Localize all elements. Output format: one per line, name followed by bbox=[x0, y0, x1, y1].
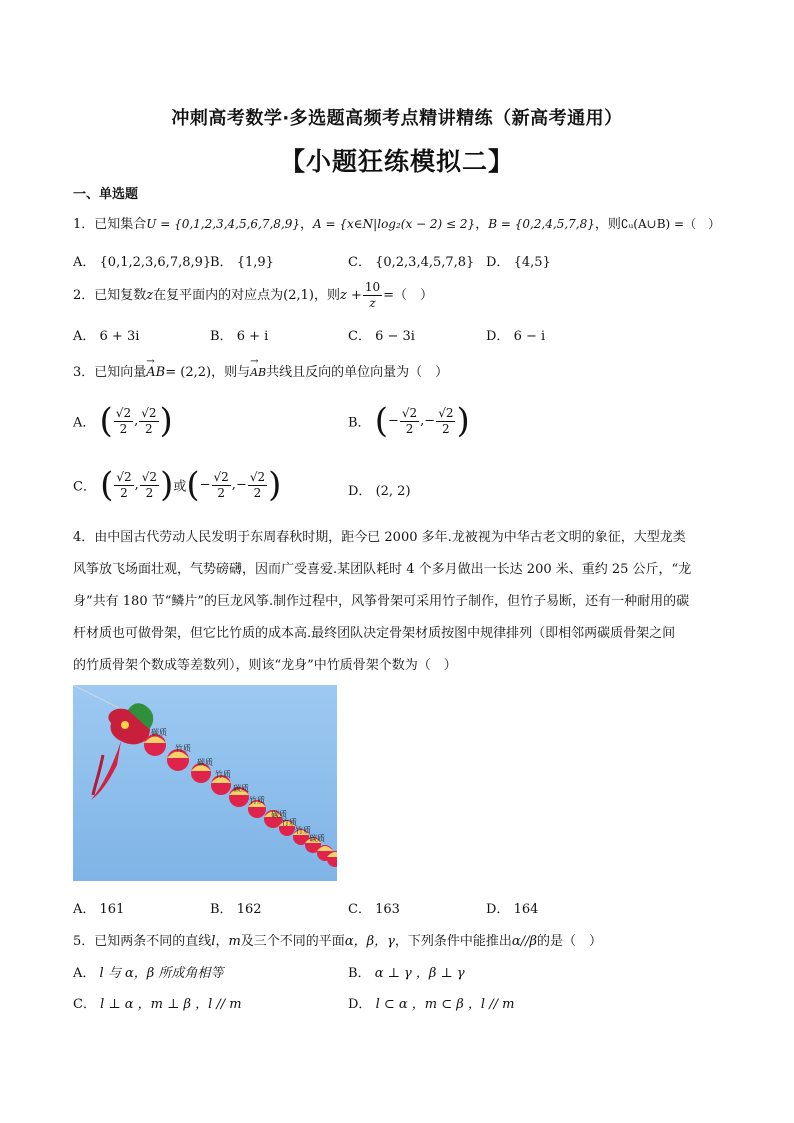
kite-label: 竹质 bbox=[215, 770, 231, 779]
q2-expr: z + bbox=[340, 288, 362, 303]
q2-fraction bbox=[363, 280, 382, 311]
option-letter: D． bbox=[486, 329, 510, 344]
kite-label: 竹质 bbox=[295, 826, 311, 835]
fraction bbox=[248, 470, 267, 501]
q4-option-c[interactable] bbox=[348, 898, 400, 917]
q5-option-c[interactable] bbox=[73, 993, 242, 1012]
kite-label: 碳质 bbox=[233, 784, 249, 793]
fraction bbox=[436, 406, 455, 437]
q3-vector-2 bbox=[250, 356, 267, 380]
fraction bbox=[140, 470, 159, 501]
right-paren: ) bbox=[160, 465, 174, 505]
left-paren: ( bbox=[100, 465, 114, 505]
frac-den: 2 bbox=[120, 485, 128, 500]
question-5-stem bbox=[73, 930, 602, 949]
q1-set-b: B = {0,2,4,5,7,8} bbox=[488, 217, 595, 231]
frac-num: √2 bbox=[213, 469, 229, 484]
q4-line-1: 4．由中国古代劳动人民发明于东周春秋时期，距今已 2000 多年.龙被视为中华古老文明的象征，大型龙类 bbox=[73, 530, 686, 545]
kite-label: 碳质 bbox=[309, 834, 325, 843]
question-2-stem bbox=[73, 280, 433, 311]
q1-sep1: ， bbox=[300, 217, 314, 232]
option-letter: D． bbox=[486, 255, 510, 270]
kite-label: 竹质 bbox=[281, 818, 297, 827]
q2-option-c[interactable] bbox=[348, 325, 415, 344]
option-letter: C． bbox=[73, 479, 96, 495]
frac-num: √2 bbox=[141, 405, 157, 420]
fraction bbox=[114, 406, 133, 437]
dragon-kite-photo bbox=[73, 685, 337, 881]
q5-option-b[interactable] bbox=[348, 962, 465, 981]
frac-num: √2 bbox=[438, 405, 454, 420]
question-3-stem bbox=[73, 356, 449, 380]
option-text: {4,5} bbox=[513, 255, 551, 270]
q1-expr: ∁ᵤ(A∪B) =（ ） bbox=[620, 217, 721, 231]
q2-point: (2,1) bbox=[283, 288, 314, 303]
option-text: l 与 α，β 所成角相等 bbox=[99, 966, 224, 981]
option-text: 163 bbox=[375, 902, 400, 917]
kite-label: 竹质 bbox=[249, 796, 265, 805]
q5-planes: α，β，γ bbox=[344, 934, 395, 949]
vector-arrow-icon: → bbox=[146, 356, 155, 367]
option-letter: A． bbox=[73, 902, 96, 917]
frac-num: √2 bbox=[141, 469, 158, 484]
q1-option-d[interactable] bbox=[486, 251, 551, 270]
q2-stem-c: ，则 bbox=[313, 288, 340, 303]
q2-stem-b: 在复平面内的对应点为 bbox=[153, 288, 284, 303]
q3-option-a[interactable] bbox=[73, 401, 173, 441]
option-letter: A． bbox=[73, 415, 96, 431]
option-text: α ⊥ γ ，β ⊥ γ bbox=[374, 966, 465, 981]
option-text: 6 + 3i bbox=[99, 329, 140, 344]
q2-stem-d: =（ ） bbox=[383, 288, 434, 303]
left-paren: ( bbox=[186, 465, 200, 505]
q1-stem-b: ，则 bbox=[594, 217, 621, 232]
q3-option-d[interactable] bbox=[348, 480, 411, 499]
frac-den: 2 bbox=[145, 421, 153, 436]
option-letter: A． bbox=[73, 329, 96, 344]
q4-option-d[interactable] bbox=[486, 898, 538, 917]
q1-stem-a: 1．已知集合 bbox=[73, 217, 147, 232]
option-letter: D． bbox=[348, 997, 372, 1012]
q2-stem-a: 2．已知复数 bbox=[73, 288, 147, 303]
dragon-kite-illustration bbox=[73, 685, 337, 881]
kite-label: 碳质 bbox=[151, 728, 167, 737]
right-paren: ) bbox=[268, 465, 282, 505]
q3-option-b[interactable] bbox=[348, 401, 470, 441]
vector-arrow-icon: → bbox=[250, 356, 259, 367]
frac-den: 2 bbox=[217, 485, 225, 500]
option-letter: B． bbox=[348, 415, 371, 431]
q5-stem-b: 及三个不同的平面 bbox=[240, 934, 345, 949]
q2-var-z: z bbox=[146, 288, 154, 303]
kite-label: 碳质 bbox=[271, 810, 287, 819]
q2-frac-num: 10 bbox=[364, 280, 381, 294]
comma: , bbox=[134, 413, 139, 429]
frac-den: 2 bbox=[119, 421, 128, 436]
option-letter: D． bbox=[486, 902, 510, 917]
q5-stem-c: ，下列条件中能推出 bbox=[394, 934, 512, 949]
option-letter: B． bbox=[210, 902, 233, 917]
q1-set-u: U = {0,1,2,3,4,5,6,7,8,9} bbox=[146, 217, 301, 231]
q5-option-a[interactable] bbox=[73, 962, 223, 981]
frac-den: 2 bbox=[145, 485, 154, 500]
fraction bbox=[139, 406, 158, 437]
option-letter: D． bbox=[348, 484, 372, 499]
document-subtitle: 【小题狂练模拟二】 bbox=[279, 147, 514, 176]
fraction bbox=[400, 406, 419, 437]
q3-stem-b: ，则与 bbox=[211, 365, 251, 380]
q1-option-a[interactable] bbox=[73, 251, 211, 270]
q1-option-b[interactable] bbox=[210, 251, 274, 270]
q4-line-2: 风筝放飞场面壮观，气势磅礴，因而广受喜爱.某团队耗时 4 个多月做出一长达 200 米、重约 25 公斤，“龙 bbox=[73, 562, 692, 577]
q4-line-4: 杆材质也可做骨架，但它比竹质的成本高.最终团队决定骨架材质按图中规律排列（即相邻两碳质骨架之间 bbox=[73, 626, 676, 641]
q1-option-c[interactable] bbox=[348, 251, 474, 270]
option-letter: A． bbox=[73, 966, 96, 981]
option-text: {0,1,2,3,6,7,8,9} bbox=[99, 255, 212, 270]
frac-den: 2 bbox=[253, 485, 262, 500]
option-letter: B． bbox=[210, 255, 233, 270]
comma: , bbox=[420, 413, 425, 429]
option-letter: C． bbox=[348, 255, 371, 270]
q2-frac-den: z bbox=[369, 296, 376, 310]
option-letter: B． bbox=[348, 966, 371, 981]
option-text: l ⊥ α ，m ⊥ β ，l // m bbox=[100, 997, 242, 1012]
q2-option-b[interactable] bbox=[210, 325, 268, 344]
q5-option-d[interactable] bbox=[348, 993, 514, 1012]
question-1-stem bbox=[73, 213, 720, 232]
option-letter: A． bbox=[73, 255, 96, 270]
q4-option-a[interactable] bbox=[73, 898, 124, 917]
or-word: 或 bbox=[173, 479, 187, 495]
q5-stem-d: 的是（ ） bbox=[536, 934, 602, 949]
q4-line-5: 的竹质骨架个数成等差数列），则该“龙身”中竹质骨架个数为（ ） bbox=[73, 658, 457, 673]
minus-sign: − bbox=[199, 477, 211, 493]
frac-num: √2 bbox=[249, 469, 266, 484]
q1-set-a: A = {x∈N|log₂(x − 2) ≤ 2} bbox=[313, 217, 476, 231]
q3-vector-label: AB bbox=[250, 366, 267, 379]
frac-den: 2 bbox=[405, 421, 414, 436]
frac-num: √2 bbox=[115, 405, 132, 420]
fraction bbox=[212, 470, 231, 501]
q4-line-3: 身”共有 180 节“鳞片”的巨龙风筝.制作过程中，风筝骨架可采用竹子制作，但竹子易断，还有一种耐用的碳 bbox=[73, 594, 690, 609]
q1-sep2: ， bbox=[475, 217, 489, 232]
fraction bbox=[114, 470, 133, 501]
frac-num: √2 bbox=[401, 405, 418, 420]
option-text: 6 + i bbox=[236, 329, 269, 344]
frac-den: 2 bbox=[442, 421, 450, 436]
section-heading: 一、单选题 bbox=[73, 187, 139, 202]
option-letter: C． bbox=[73, 997, 96, 1012]
option-text: l ⊂ α ，m ⊂ β ，l // m bbox=[375, 997, 515, 1012]
option-text: (2, 2) bbox=[375, 484, 411, 499]
option-text: 6 − 3i bbox=[375, 329, 415, 344]
minus-sign: − bbox=[424, 413, 436, 429]
q2-option-d[interactable] bbox=[486, 325, 545, 344]
q4-option-b[interactable] bbox=[210, 898, 262, 917]
kite-label: 竹质 bbox=[175, 744, 191, 753]
comma: , bbox=[134, 477, 139, 493]
comma: , bbox=[231, 477, 236, 493]
option-text: 164 bbox=[513, 902, 539, 917]
option-text: {0,2,3,4,5,7,8} bbox=[375, 255, 475, 270]
q5-sep: ， bbox=[215, 934, 229, 949]
minus-sign: − bbox=[235, 477, 247, 493]
q3-vector-label: AB bbox=[146, 365, 166, 380]
left-paren: ( bbox=[374, 401, 388, 441]
option-text: 162 bbox=[236, 902, 262, 917]
q5-conclusion: α//β bbox=[511, 934, 537, 949]
q5-line-m: m bbox=[228, 934, 241, 949]
frac-num: √2 bbox=[116, 469, 132, 484]
q3-stem-a: 3．已知向量 bbox=[73, 365, 147, 380]
right-paren: ) bbox=[456, 401, 470, 441]
option-text: {1,9} bbox=[236, 255, 274, 270]
option-text: 6 − i bbox=[513, 329, 546, 344]
right-paren: ) bbox=[159, 401, 173, 441]
minus-sign: − bbox=[387, 413, 399, 429]
q2-option-a[interactable] bbox=[73, 325, 139, 344]
option-letter: C． bbox=[348, 329, 371, 344]
q5-stem: 5．已知两条不同的直线 bbox=[73, 934, 212, 949]
q3-vec-value: = (2,2) bbox=[165, 365, 212, 380]
kite-label: 碳质 bbox=[197, 758, 213, 767]
q3-stem-c: 共线且反向的单位向量为（ ） bbox=[266, 365, 449, 380]
option-letter: C． bbox=[348, 902, 371, 917]
document-title: 冲刺高考数学·多选题高频考点精讲精练（新高考通用） bbox=[171, 108, 623, 129]
option-text: 161 bbox=[99, 902, 125, 917]
q3-vector bbox=[146, 356, 166, 380]
q5-line-l: l bbox=[211, 934, 216, 949]
left-paren: ( bbox=[99, 401, 113, 441]
option-letter: B． bbox=[210, 329, 233, 344]
q3-option-c[interactable] bbox=[73, 465, 282, 505]
